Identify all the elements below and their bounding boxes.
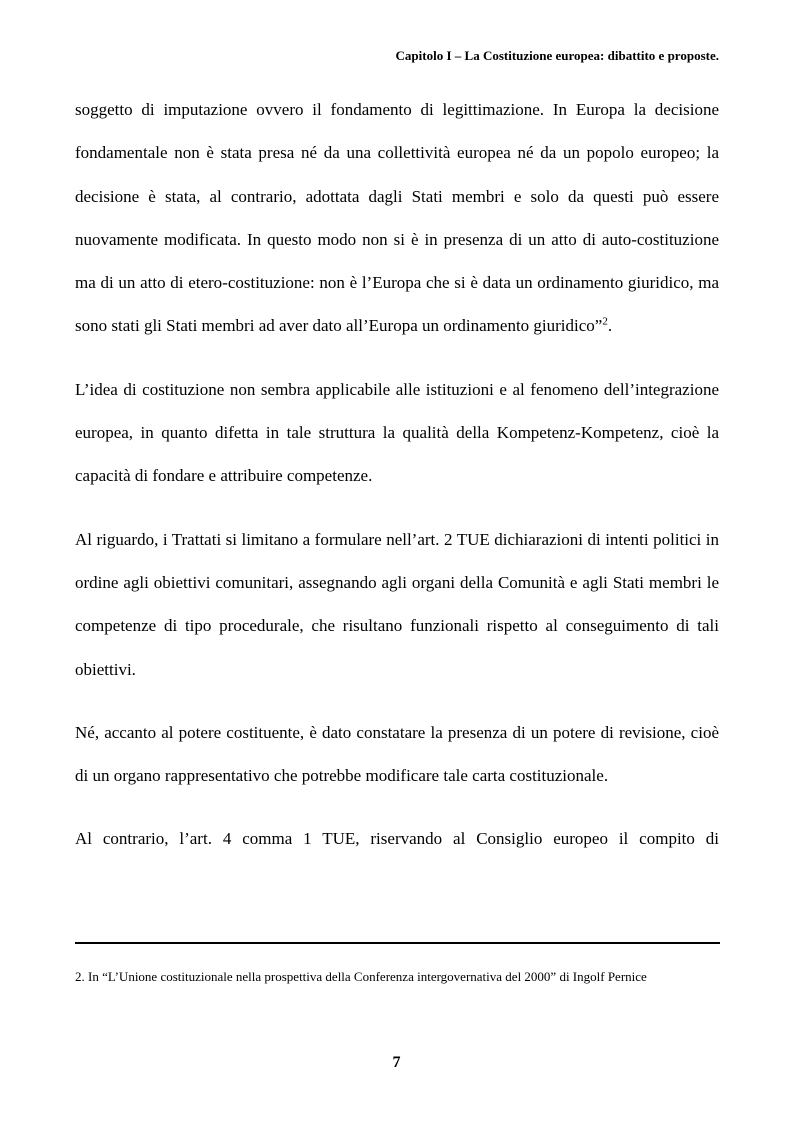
paragraph-1 [75, 88, 719, 348]
body-text [75, 88, 719, 861]
paragraph-2: L’idea di costituzione non sembra applicabile alle istituzioni e al fenomeno dell’integrazione europea, in quanto difetta in tale struttura la qualità della Kompetenz-Kompetenz, cioè la capacità di fondare e attribuire competenze. [75, 379, 719, 486]
paragraph-1-end: . [607, 316, 613, 336]
paragraph-4: Né, accanto al potere costituente, è dato constatare la presenza di un potere di revisione, cioè di un organo rappresentativo che potrebbe modificare tale carta costituzionale. [75, 722, 719, 786]
paragraph-1-text: soggetto di imputazione ovvero il fondamento di legittimazione. In Europa la decisione fondamentale non è stata presa né da una collettività europea né da un popolo europeo; la decisione è stata, al contrario, adottata dagli Stati membri e solo da questi può essere nuovamente modificata. In questo modo non si è in presenza di un atto di auto-costituzione ma di un atto di etero-costituzione: non è l’Europa che si è data un ordinamento giuridico, ma sono stati gli Stati membri ad aver dato all’Europa un ordinamento giuridico” [75, 100, 719, 336]
page-number: 7 [392, 1054, 401, 1071]
paragraph-5: Al contrario, l’art. 4 comma 1 TUE, riservando al Consiglio europeo il compito di [75, 829, 719, 849]
footnote-reference[interactable]: 2 [602, 315, 608, 328]
footnote-separator [75, 942, 720, 944]
paragraph-3: Al riguardo, i Trattati si limitano a formulare nell’art. 2 TUE dichiarazioni di intenti politici in ordine agli obiettivi comunitari, assegnando agli organi della Comunità e agli Stati membri le competenze di tipo procedurale, che risultano funzionali rispetto al conseguimento di tali obiettivi. [75, 529, 719, 679]
running-header: Capitolo I – La Costituzione europea: dibattito e proposte. [395, 48, 719, 63]
footnote: 2. In “L’Unione costituzionale nella prospettiva della Conferenza intergovernativa del 2000” di Ingolf Pernice [75, 969, 647, 984]
